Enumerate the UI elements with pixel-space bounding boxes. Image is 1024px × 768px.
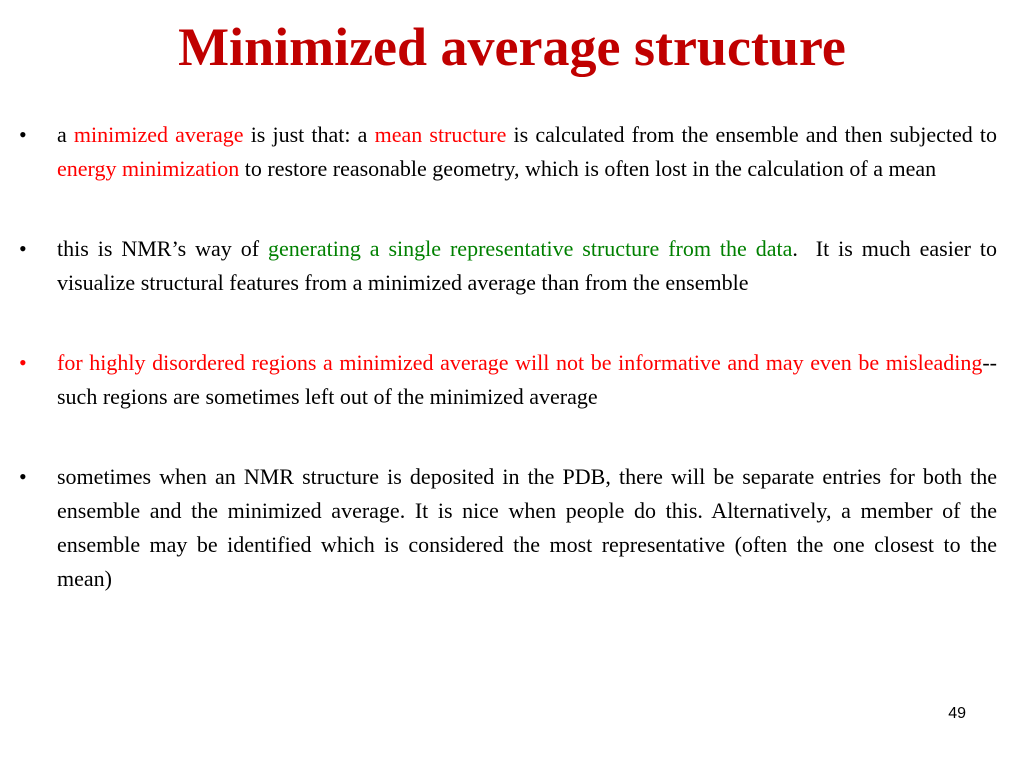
bullet-text: is calculated from the ensemble and then subjected to: [506, 122, 998, 147]
bullet-marker: •: [19, 350, 27, 375]
bullet-text: a: [57, 122, 74, 147]
bullet-text: to restore reasonable geometry, which is often lost in the calculation of a mean: [239, 156, 937, 181]
bullet-marker: •: [19, 464, 27, 489]
highlight-energy-minimization: energy minimization: [57, 156, 240, 181]
highlight-representative-structure: generating a single representative structure from the data: [267, 236, 793, 261]
bullet-item-minimized-average: [19, 118, 997, 186]
bullet-item-nmr-way: [19, 232, 1003, 300]
bullet-item-disordered-regions: [19, 346, 997, 414]
highlight-minimized-average: minimized average: [73, 122, 244, 147]
bullet-text: this is NMR’s way of: [57, 236, 268, 261]
bullet-list: [19, 118, 1003, 596]
highlight-disordered-regions: for highly disordered regions a minimized average will not be informative and may even be misleading: [57, 350, 983, 375]
slide-number: 49: [948, 705, 966, 722]
bullet-text: --such regions are sometimes left out of the minimized average: [57, 350, 997, 409]
bullet-text: sometimes when an NMR structure is deposited in the PDB, there will be separate entries for both the ensemble and the minimized average. It is nice when people do this. Alternatively, a member of the ensemble may be identified which is considered the most representative (often the one closest to the mean): [57, 464, 997, 591]
slide-title: Minimized average structure: [178, 17, 846, 77]
bullet-text: is just that: a: [243, 122, 375, 147]
bullet-marker: •: [19, 122, 27, 147]
bullet-text: . It is much easier to visualize structural features from a minimized average than from the ensemble: [57, 236, 1003, 295]
highlight-mean-structure: mean structure: [374, 122, 507, 147]
bullet-marker: •: [19, 236, 27, 261]
bullet-item-pdb-deposition: [19, 460, 997, 596]
